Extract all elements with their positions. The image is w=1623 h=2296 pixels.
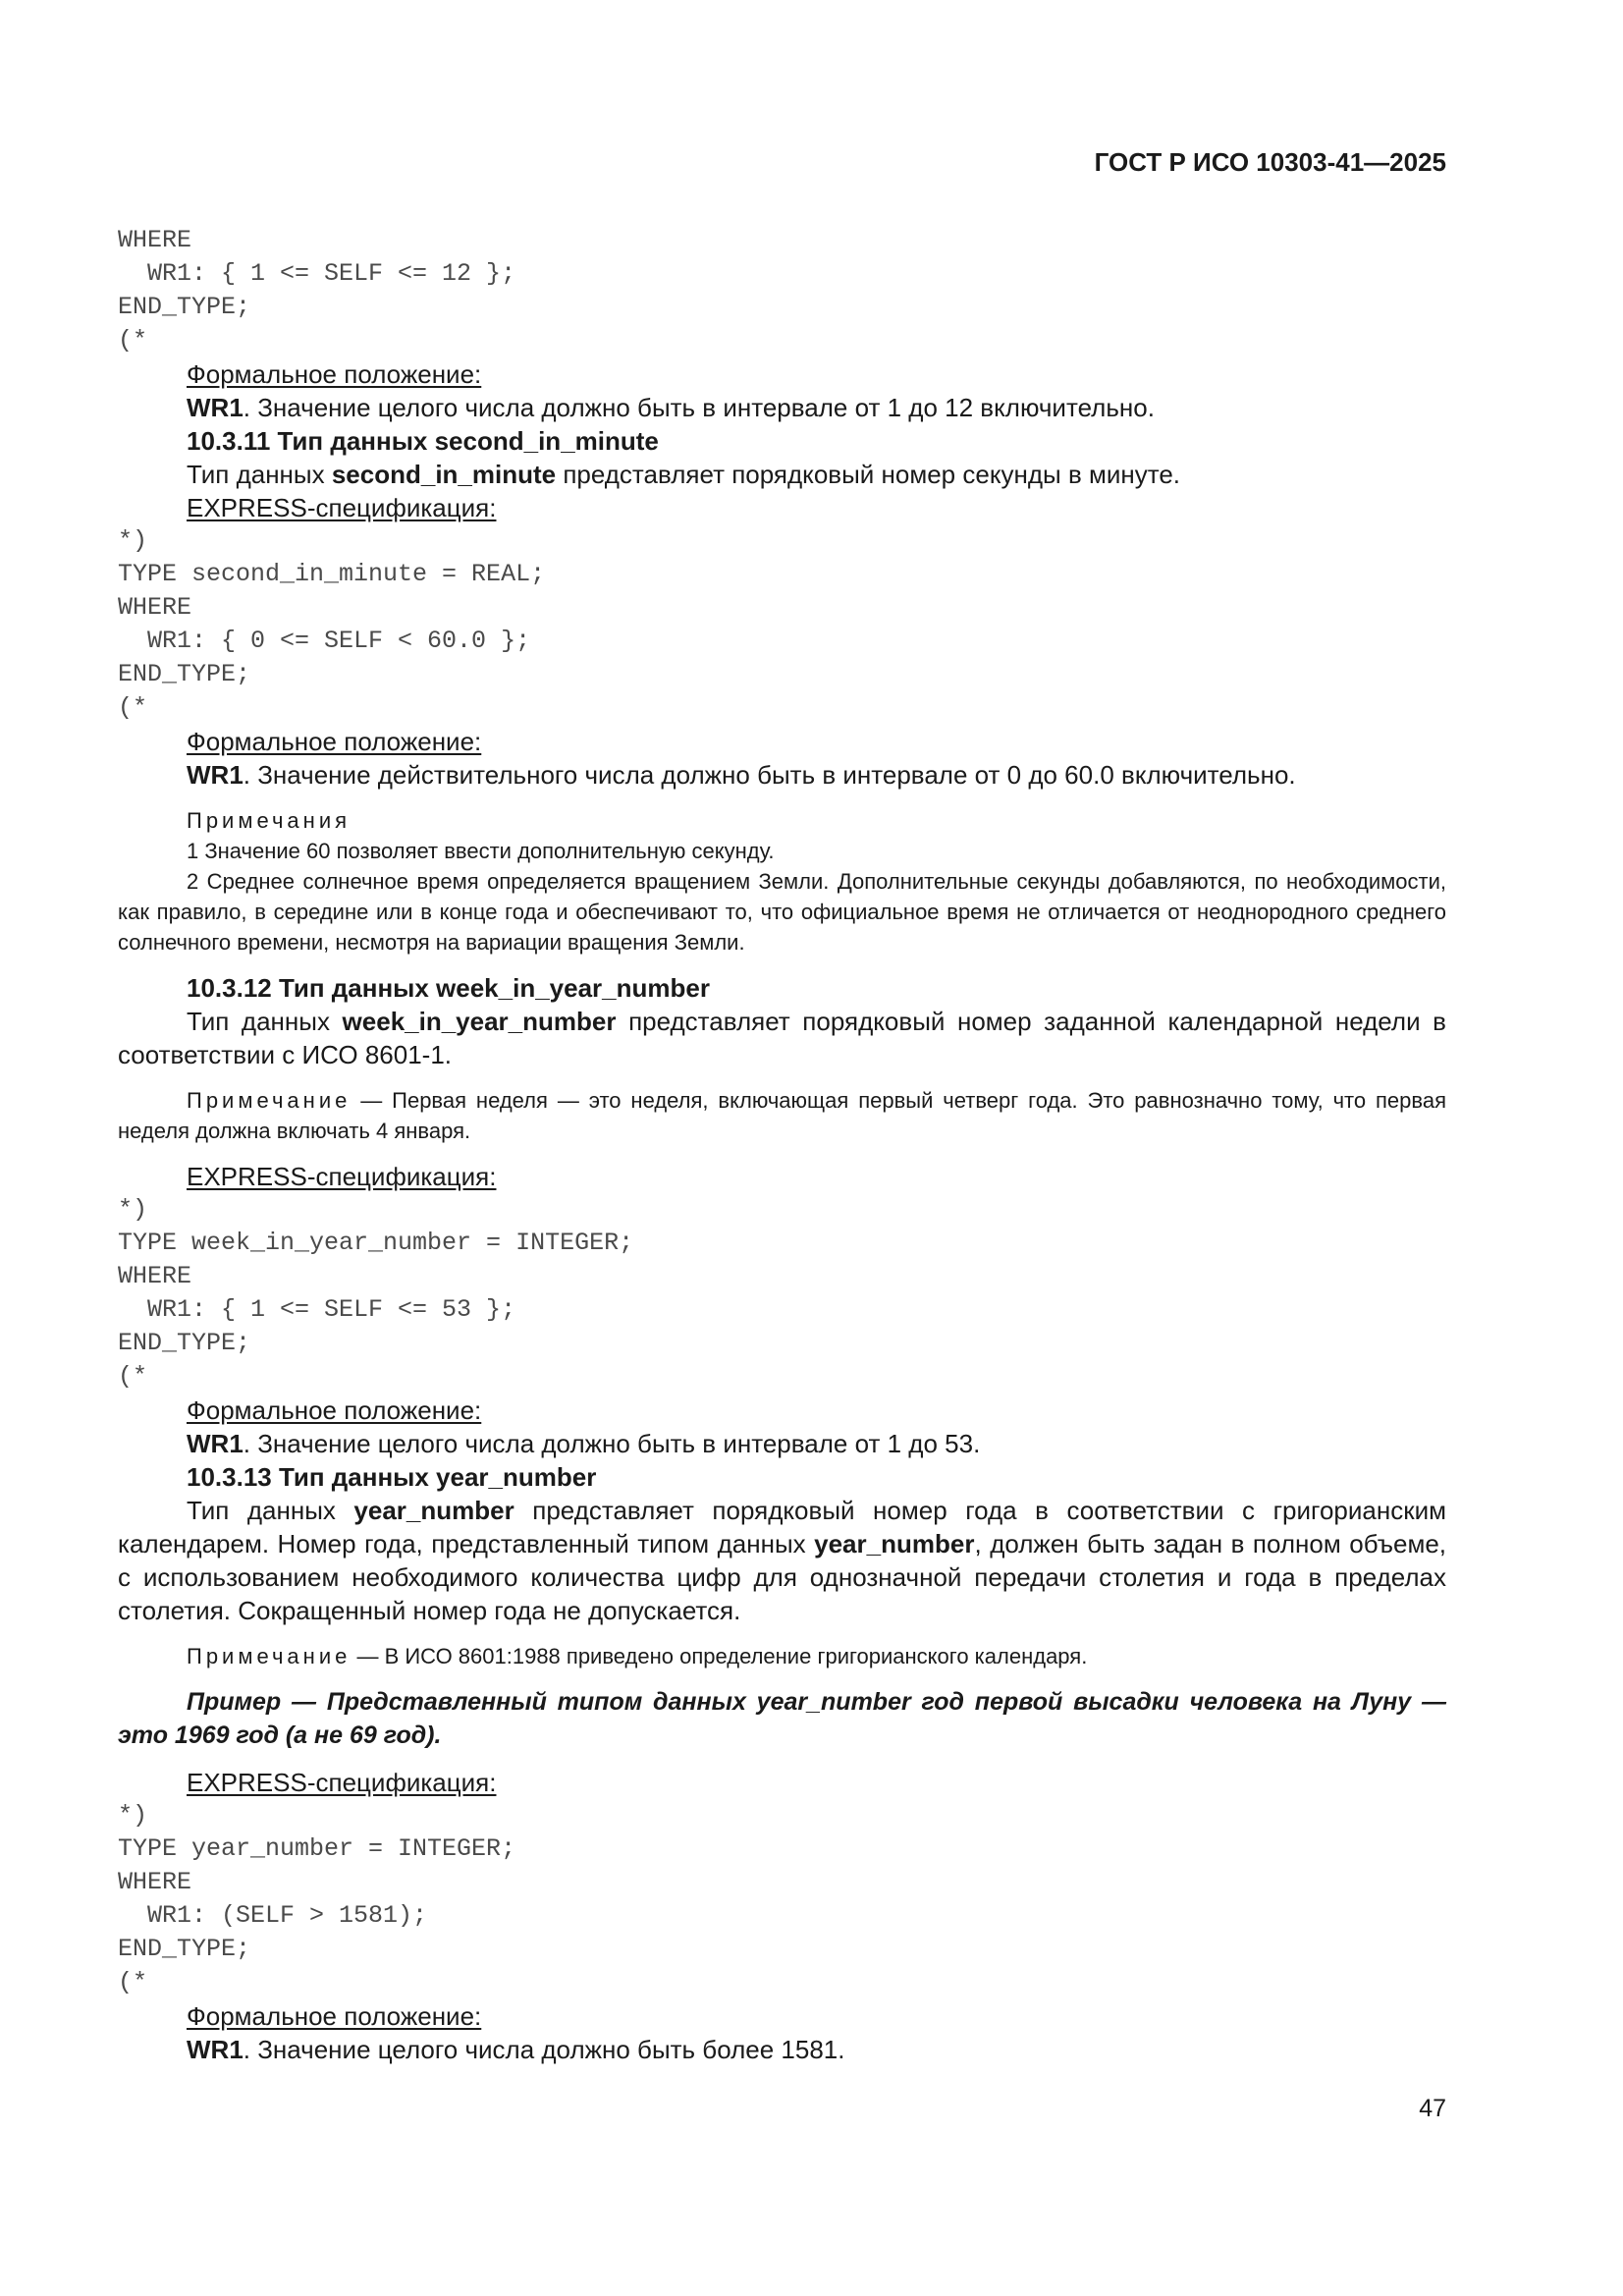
type-name: year_number [814,1529,975,1558]
note-item: 1 Значение 60 позволяет ввести дополнительную секунду. [187,839,775,863]
page-content [118,224,1446,2066]
express-label-text: EXPRESS-спецификация: [187,493,497,522]
express-label [118,1160,1446,1193]
rule-label: WR1 [187,760,243,790]
formal-label [118,725,1446,758]
express-label [118,491,1446,524]
rule-line [118,758,1446,792]
example-paragraph: Пример — Представленный типом данных year_number год первой высадки человека на Луну — это 1969 год (а не 69 год). [118,1688,1446,1749]
express-code-block: *) TYPE second_in_minute = REAL; WHERE WR1: { 0 <= SELF < 60.0 }; END_TYPE; (* [118,526,546,722]
express-code-block: WHERE WR1: { 1 <= SELF <= 12 }; END_TYPE; (* [118,226,516,355]
desc-text: Тип данных [187,1007,343,1036]
desc-text: представляет порядковый номер года в соответствии с григорианским календарем. Номер года, представленный типом данных [118,1496,1446,1558]
rule-text: . Значение целого числа должно быть более 1581. [243,2035,845,2064]
type-name: second_in_minute [331,460,557,489]
express-label-text: EXPRESS-спецификация: [187,1768,497,1797]
formal-label [118,357,1446,391]
section-heading: 10.3.13 Тип данных year_number [187,1462,597,1492]
desc-text: , должен быть задан в полном объеме, с использованием необходимого количества цифр для однозначной передачи столетия и года в пределах столетия. Сокращенный номер года не допускается. [118,1529,1446,1625]
rule-text: . Значение целого числа должно быть в интервале от 1 до 53. [243,1429,981,1458]
rule-label: WR1 [187,393,243,422]
rule-line [118,391,1446,424]
formal-label-text: Формальное положение: [187,2001,482,2031]
type-name: year_number [353,1496,514,1525]
section-description [118,458,1446,491]
express-label [118,1766,1446,1799]
type-name: week_in_year_number [342,1007,617,1036]
note [118,1085,1446,1146]
rule-text: . Значение действительного числа должно быть в интервале от 0 до 60.0 включительно. [243,760,1296,790]
rule-line [118,2033,1446,2066]
section-description [118,1005,1446,1071]
section-description [118,1494,1446,1627]
note-title: Примечание [187,1644,352,1668]
express-label-text: EXPRESS-спецификация: [187,1162,497,1191]
note-text: — Первая неделя — это неделя, включающая первый четверг года. Это равнозначно тому, что первая неделя должна включать 4 января. [118,1088,1446,1143]
rule-label: WR1 [187,2035,243,2064]
formal-label-text: Формальное положение: [187,359,482,389]
formal-label-text: Формальное положение: [187,727,482,756]
note-title: Примечание [187,1088,352,1113]
express-code-block: *) TYPE week_in_year_number = INTEGER; WHERE WR1: { 1 <= SELF <= 53 }; END_TYPE; (* [118,1195,634,1391]
rule-text: . Значение целого числа должно быть в интервале от 1 до 12 включительно. [243,393,1155,422]
page-number: 47 [1419,2095,1446,2122]
note-text: — В ИСО 8601:1988 приведено определение григорианского календаря. [351,1644,1088,1668]
section-heading: 10.3.11 Тип данных second_in_minute [187,426,659,456]
desc-text: Тип данных [187,460,332,489]
formal-label-text: Формальное положение: [187,1395,482,1425]
rule-label: WR1 [187,1429,243,1458]
formal-label [118,1999,1446,2033]
desc-text: Тип данных [187,1496,354,1525]
rule-line [118,1427,1446,1460]
document-header: ГОСТ Р ИСО 10303-41—2025 [1094,147,1446,177]
note [118,1641,1446,1671]
desc-text: представляет порядковый номер секунды в минуте. [556,460,1181,489]
section-heading: 10.3.12 Тип данных week_in_year_number [187,973,710,1003]
express-code-block: *) TYPE year_number = INTEGER; WHERE WR1: (SELF > 1581); END_TYPE; (* [118,1801,516,1996]
formal-label [118,1394,1446,1427]
notes-title: Примечания [187,808,352,833]
note-item: 2 Среднее солнечное время определяется вращением Земли. Дополнительные секунды добавляются, по необходимости, как правило, в середине или в конце года и обеспечивают то, что официальное время не отличается от неоднородного среднего солнечного времени, несмотря на вариации вращения Земли. [118,869,1446,955]
desc-text: представляет порядковый номер заданной календарной недели в соответствии с ИСО 8601-1. [118,1007,1446,1069]
